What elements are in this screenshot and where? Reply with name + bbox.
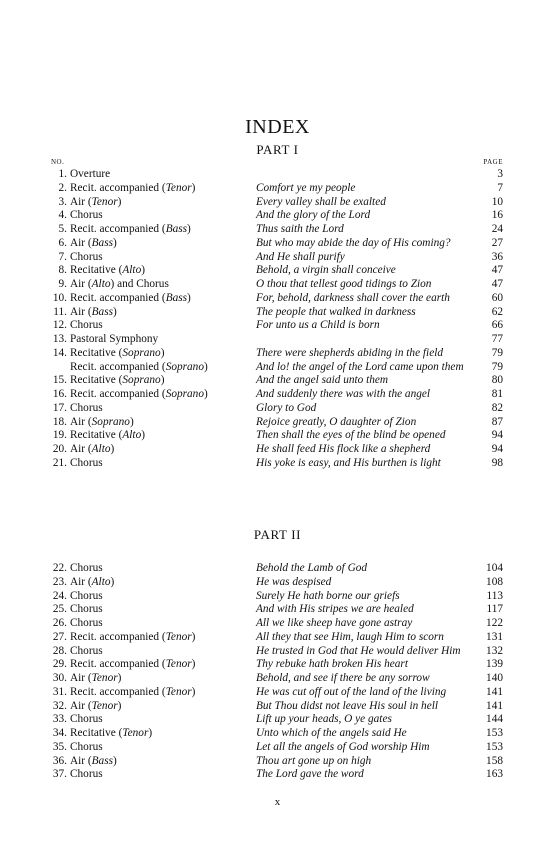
entry-number: 28. <box>52 644 67 657</box>
page-number: x <box>274 796 281 808</box>
entry-number: 6. <box>58 236 67 249</box>
entry-voice: Soprano <box>91 415 130 428</box>
entry-voice: Tenor <box>165 685 192 698</box>
entry-page: 122 <box>486 617 503 629</box>
entry-page: 47 <box>491 264 503 277</box>
entry-form-type: Chorus <box>70 768 103 781</box>
entry-page: 16 <box>491 209 503 222</box>
entry-form <box>70 562 103 576</box>
entry-form <box>70 209 103 223</box>
entry-form: Air (Bass) <box>70 754 117 767</box>
index-entry <box>0 306 555 320</box>
index-entry <box>0 457 555 471</box>
index-entry <box>0 713 555 727</box>
entry-form-type: Recit. accompanied <box>70 360 160 373</box>
index-entry <box>0 576 555 590</box>
column-header-page: PAGE <box>483 158 503 166</box>
entry-page: 27 <box>491 236 503 249</box>
entry-number: 29. <box>52 658 67 671</box>
index-entry <box>0 768 555 782</box>
page-title: INDEX <box>245 116 310 138</box>
entry-page: 153 <box>486 740 503 753</box>
entry-number: 7. <box>58 250 67 263</box>
entry-page: 79 <box>491 360 503 373</box>
entry-number: 30. <box>52 672 67 684</box>
entry-text: Surely He hath borne our griefs <box>256 589 400 602</box>
entry-form-type: Chorus <box>70 562 103 574</box>
entry-number: 10. <box>52 291 67 304</box>
entry-voice: Soprano <box>165 360 204 373</box>
index-entry <box>0 416 555 430</box>
entry-form-type: Recitative <box>70 346 116 359</box>
index-entry <box>0 292 555 306</box>
entry-form-type: Chorus <box>70 456 103 469</box>
entry-form-type: Chorus <box>70 617 103 629</box>
entry-page: 158 <box>486 754 503 767</box>
entry-form-type: Air <box>70 305 86 318</box>
entry-page: 36 <box>491 250 503 263</box>
entry-number: 22. <box>52 562 67 574</box>
entry-form-type: Air <box>70 278 86 290</box>
entry-form-type: Pastoral Symphony <box>70 333 159 345</box>
index-entry <box>0 333 555 347</box>
entry-form <box>70 590 103 604</box>
entry-number: 15. <box>52 374 67 387</box>
part-1-list <box>0 168 555 471</box>
entry-text: Then shall the eyes of the blind be opened <box>256 429 446 442</box>
entry-form <box>70 768 103 782</box>
entry-number: 13. <box>52 333 67 345</box>
entry-number: 27. <box>52 630 67 643</box>
entry-form-type: Recit. accompanied <box>70 223 160 235</box>
entry-form: Air (Alto) <box>70 443 115 455</box>
entry-text: He was cut off out of the land of the living <box>256 685 447 698</box>
entry-form: Air (Tenor) <box>70 699 122 712</box>
index-entry <box>0 388 555 402</box>
entry-number: 23. <box>52 575 67 588</box>
entry-text: Thus saith the Lord <box>256 223 344 235</box>
entry-number: 34. <box>52 727 67 739</box>
entry-text: Glory to God <box>256 401 317 414</box>
entry-form <box>70 333 158 347</box>
index-entry <box>0 347 555 361</box>
entry-form <box>70 741 103 755</box>
entry-number: 18. <box>52 415 67 428</box>
entry-voice: Alto <box>91 278 111 290</box>
entry-voice: Bass <box>165 291 188 304</box>
entry-page: 141 <box>486 685 503 698</box>
entry-number: 37. <box>52 768 67 781</box>
entry-voice: Bass <box>91 236 113 249</box>
entry-form: Recitative (Soprano) <box>70 374 165 387</box>
entry-text: All we like sheep have gone astray <box>256 617 413 629</box>
index-entry <box>0 196 555 210</box>
entry-form-type: Chorus <box>70 740 103 753</box>
entry-number: 12. <box>52 319 67 332</box>
entry-number: 25. <box>52 603 67 616</box>
index-entry <box>0 429 555 443</box>
entry-number: 11. <box>53 305 67 318</box>
entry-text: Lift up your heads, O ye gates <box>256 713 392 726</box>
entry-page: 153 <box>486 727 503 739</box>
entry-voice: Alto <box>91 575 111 588</box>
entry-form-type: Chorus <box>70 250 103 263</box>
index-entry <box>0 603 555 617</box>
entry-voice: Alto <box>122 429 142 442</box>
entry-number: 24. <box>52 589 67 602</box>
entry-number: 33. <box>52 713 67 726</box>
entry-form: Air (Soprano) <box>70 415 134 428</box>
entry-form <box>70 168 110 182</box>
index-entry <box>0 264 555 278</box>
entry-page: 132 <box>486 644 503 657</box>
entry-voice: Tenor <box>91 195 118 208</box>
entry-page: 66 <box>491 319 503 332</box>
entry-text: For unto us a Child is born <box>256 319 380 332</box>
entry-form: Recit. accompanied (Bass) <box>70 291 191 304</box>
entry-voice: Bass <box>91 754 113 767</box>
entry-form-type: Recitative <box>70 429 116 442</box>
entry-form <box>70 603 103 617</box>
entry-form: Air (Tenor) <box>70 672 122 684</box>
index-entry <box>0 686 555 700</box>
entry-form: Air (Alto) <box>70 575 115 588</box>
entry-form: Recitative (Soprano) <box>70 346 165 359</box>
entry-text: All they that see Him, laugh Him to scorn <box>256 630 444 643</box>
entry-text: The people that walked in darkness <box>256 305 416 318</box>
entry-voice: Tenor <box>122 727 149 739</box>
entry-page: 94 <box>491 429 503 442</box>
index-entry <box>0 443 555 457</box>
entry-number: 26. <box>52 617 67 629</box>
entry-text: Behold, and see if there be any sorrow <box>256 672 430 684</box>
entry-number: 16. <box>52 388 67 400</box>
entry-page: 113 <box>486 589 503 602</box>
entry-number: 35. <box>52 740 67 753</box>
part-2-list <box>0 562 555 782</box>
entry-form-type: Air <box>70 236 86 249</box>
index-entry <box>0 755 555 769</box>
entry-number: 1. <box>58 168 67 180</box>
entry-voice: Bass <box>91 305 113 318</box>
index-entry <box>0 168 555 182</box>
entry-form <box>70 617 103 631</box>
entry-page: 81 <box>491 388 503 400</box>
entry-voice: Alto <box>91 443 111 455</box>
entry-form-type: Recitative <box>70 374 116 387</box>
entry-page: 79 <box>491 346 503 359</box>
index-entry <box>0 700 555 714</box>
entry-page: 77 <box>491 333 503 345</box>
entry-form: Air (Bass) <box>70 236 117 249</box>
entry-form-type: Recit. accompanied <box>70 658 160 671</box>
index-entry <box>0 645 555 659</box>
index-entry <box>0 251 555 265</box>
index-entry <box>0 590 555 604</box>
entry-text: Unto which of the angels said He <box>256 727 407 739</box>
entry-form-type: Recit. accompanied <box>70 630 160 643</box>
entry-page: 108 <box>486 575 503 588</box>
index-entry <box>0 658 555 672</box>
entry-form-type: Chorus <box>70 209 103 222</box>
entry-form-type: Air <box>70 195 86 208</box>
entry-text: He trusted in God that He would deliver Him <box>256 644 461 657</box>
index-entry <box>0 209 555 223</box>
entry-text: He shall feed His flock like a shepherd <box>256 443 431 455</box>
entry-text: O thou that tellest good tidings to Zion <box>256 278 432 290</box>
index-entry <box>0 672 555 686</box>
entry-voice: Bass <box>165 223 188 235</box>
entry-number: 36. <box>52 754 67 767</box>
entry-form-suffix: and Chorus <box>117 278 169 290</box>
entry-page: 94 <box>491 443 503 455</box>
entry-voice: Tenor <box>91 699 118 712</box>
entry-page: 139 <box>486 658 503 671</box>
entry-page: 10 <box>491 195 503 208</box>
entry-page: 104 <box>486 562 503 574</box>
entry-text: And He shall purify <box>256 250 345 263</box>
part-2-heading: PART II <box>253 527 302 542</box>
entry-number: 19. <box>52 429 67 442</box>
entry-number: 31. <box>52 685 67 698</box>
entry-voice: Soprano <box>122 374 161 387</box>
entry-page: 3 <box>497 168 503 180</box>
entry-text: For, behold, darkness shall cover the earth <box>256 291 450 304</box>
entry-text: But who may abide the day of His coming? <box>256 236 451 249</box>
entry-page: 163 <box>486 768 503 781</box>
entry-page: 117 <box>486 603 503 616</box>
entry-text: The Lord gave the word <box>256 768 364 781</box>
entry-text: Behold, a virgin shall conceive <box>256 264 396 277</box>
entry-form <box>70 402 103 416</box>
index-entry <box>0 278 555 292</box>
entry-page: 141 <box>486 699 503 712</box>
entry-form: Air (Bass) <box>70 305 117 318</box>
entry-form <box>70 645 103 659</box>
entry-form-type: Chorus <box>70 644 103 657</box>
entry-page: 82 <box>491 401 503 414</box>
entry-form-type: Recit. accompanied <box>70 181 160 194</box>
entry-form: Recit. accompanied (Bass) <box>70 223 191 235</box>
entry-form <box>70 251 103 265</box>
entry-number: 9. <box>58 278 67 290</box>
entry-text: Thy rebuke hath broken His heart <box>256 658 408 671</box>
index-entry <box>0 617 555 631</box>
entry-text: And the angel said unto them <box>256 374 389 387</box>
entry-form: Recit. accompanied (Tenor) <box>70 181 196 194</box>
entry-text: There were shepherds abiding in the field <box>256 346 443 359</box>
entry-page: 62 <box>491 305 503 318</box>
entry-form: Air (Alto) and Chorus <box>70 278 169 290</box>
index-entry <box>0 402 555 416</box>
index-entry <box>0 562 555 576</box>
index-entry <box>0 319 555 333</box>
entry-text: Comfort ye my people <box>256 181 356 194</box>
part-1-heading: PART I <box>256 142 299 157</box>
entry-page: 144 <box>486 713 503 726</box>
entry-text: And with His stripes we are healed <box>256 603 414 616</box>
entry-form-type: Air <box>70 415 86 428</box>
entry-text: Thou art gone up on high <box>256 754 372 767</box>
entry-number: 2. <box>58 181 67 194</box>
entry-page: 80 <box>491 374 503 387</box>
entry-text: But Thou didst not leave His soul in hell <box>256 699 438 712</box>
entry-form-type: Recit. accompanied <box>70 685 160 698</box>
entry-page: 47 <box>491 278 503 290</box>
entry-number: 3. <box>58 195 67 208</box>
entry-text: And lo! the angel of the Lord came upon them <box>256 360 464 373</box>
index-entry <box>0 237 555 251</box>
entry-form-type: Recit. accompanied <box>70 291 160 304</box>
entry-text: And suddenly there was with the angel <box>256 388 431 400</box>
entry-voice: Tenor <box>165 630 192 643</box>
entry-form <box>70 713 103 727</box>
entry-form <box>70 457 103 471</box>
entry-form-type: Chorus <box>70 713 103 726</box>
entry-form-type: Recitative <box>70 727 116 739</box>
index-entry <box>0 223 555 237</box>
entry-voice: Alto <box>122 264 142 277</box>
entry-form: Recit. accompanied (Soprano) <box>70 360 208 373</box>
entry-text: He was despised <box>256 575 332 588</box>
entry-form-type: Air <box>70 575 86 588</box>
entry-form: Recit. accompanied (Tenor) <box>70 658 196 671</box>
entry-form-type: Recit. accompanied <box>70 388 160 400</box>
entry-page: 87 <box>491 415 503 428</box>
entry-text: Every valley shall be exalted <box>256 195 386 208</box>
entry-form: Recit. accompanied (Tenor) <box>70 685 196 698</box>
entry-page: 140 <box>486 672 503 684</box>
entry-page: 98 <box>491 456 503 469</box>
entry-form-type: Chorus <box>70 589 103 602</box>
entry-form-type: Chorus <box>70 319 103 332</box>
entry-text: And the glory of the Lord <box>256 209 371 222</box>
entry-voice: Tenor <box>165 658 192 671</box>
entry-page: 24 <box>491 223 503 235</box>
entry-form: Air (Tenor) <box>70 195 122 208</box>
entry-form-type: Air <box>70 699 86 712</box>
entry-form: Recitative (Tenor) <box>70 727 153 739</box>
entry-form-type: Overture <box>70 168 111 180</box>
index-entry <box>0 631 555 645</box>
entry-form: Recitative (Alto) <box>70 264 145 277</box>
entry-voice: Tenor <box>165 181 192 194</box>
column-header-number: NO. <box>51 158 65 166</box>
entry-form: Recitative (Alto) <box>70 429 145 442</box>
entry-form-type: Recitative <box>70 264 116 277</box>
entry-number: 14. <box>52 346 67 359</box>
entry-form: Recit. accompanied (Tenor) <box>70 630 196 643</box>
entry-number: 17. <box>52 401 67 414</box>
entry-form-type: Air <box>70 672 86 684</box>
entry-number: 4. <box>58 209 67 222</box>
entry-number: 20. <box>52 443 67 455</box>
index-entry <box>0 182 555 196</box>
index-entry <box>0 374 555 388</box>
entry-text: His yoke is easy, and His burthen is light <box>256 456 441 469</box>
entry-text: Behold the Lamb of God <box>256 562 368 574</box>
index-entry <box>0 361 555 375</box>
entry-page: 7 <box>497 181 503 194</box>
entry-number: 32. <box>52 699 67 712</box>
index-entry <box>0 741 555 755</box>
entry-form: Recit. accompanied (Soprano) <box>70 388 208 400</box>
entry-form <box>70 319 103 333</box>
entry-number: 8. <box>58 264 67 277</box>
entry-form-type: Air <box>70 754 86 767</box>
entry-form-type: Chorus <box>70 401 103 414</box>
entry-form-type: Air <box>70 443 86 455</box>
entry-number: 5. <box>58 223 67 235</box>
index-entry <box>0 727 555 741</box>
entry-voice: Soprano <box>122 346 161 359</box>
entry-voice: Soprano <box>165 388 204 400</box>
entry-text: Rejoice greatly, O daughter of Zion <box>256 415 417 428</box>
entry-page: 60 <box>491 291 503 304</box>
entry-page: 131 <box>486 630 503 643</box>
entry-voice: Tenor <box>91 672 118 684</box>
entry-form-type: Chorus <box>70 603 103 616</box>
entry-text: Let all the angels of God worship Him <box>256 740 430 753</box>
entry-number: 21. <box>52 456 67 469</box>
